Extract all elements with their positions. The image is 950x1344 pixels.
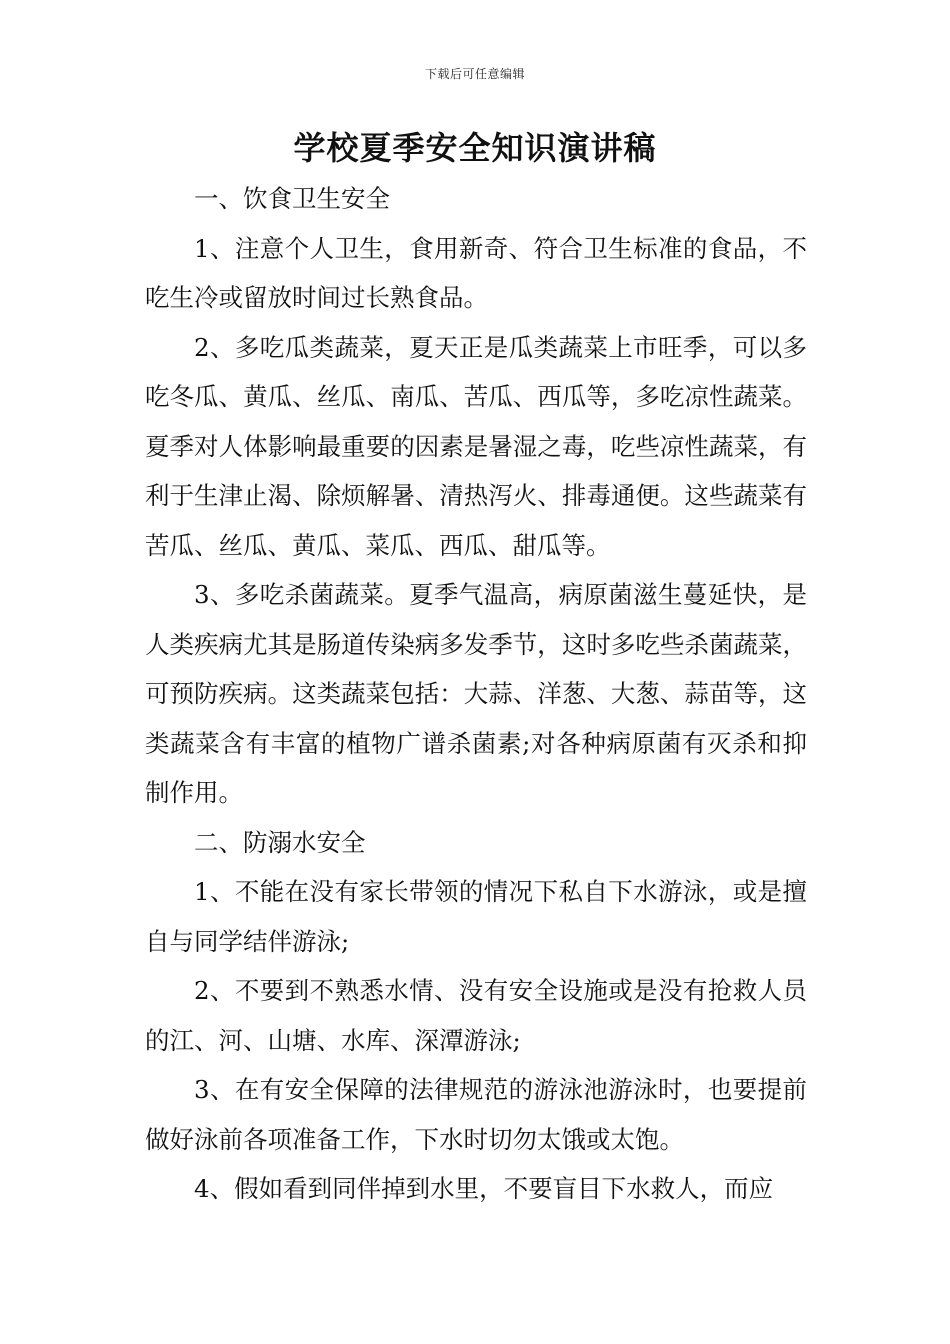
paragraph: 2、多吃瓜类蔬菜，夏天正是瓜类蔬菜上市旺季，可以多吃冬瓜、黄瓜、丝瓜、南瓜、苦瓜、西瓜等，多吃凉性蔬菜。夏季对人体影响最重要的因素是暑湿之毒，吃些凉性蔬菜，有利于生津止渴、除烦解暑、清热泻火、排毒通便。这些蔬菜有苦瓜、丝瓜、黄瓜、菜瓜、西瓜、甜瓜等。 <box>145 332 807 560</box>
paragraph: 3、在有安全保障的法律规范的游泳池游泳时，也要提前做好泳前各项准备工作，下水时切勿太饿或太饱。 <box>145 1075 807 1154</box>
document-title: 学校夏季安全知识演讲稿 <box>293 129 657 167</box>
paragraph: 1、不能在没有家长带领的情况下私自下水游泳，或是擅自与同学结伴游泳; <box>145 877 807 956</box>
paragraph: 4、假如看到同伴掉到水里，不要盲目下水救人，而应 <box>194 1174 774 1203</box>
document-body <box>145 174 807 1214</box>
paragraph: 2、不要到不熟悉水情、没有安全设施或是没有抢救人员的江、河、山塘、水库、深潭游泳; <box>145 976 807 1055</box>
paragraph: 1、注意个人卫生，食用新奇、符合卫生标准的食品，不吃生冷或留放时间过长熟食品。 <box>145 233 807 312</box>
header-note: 下载后可任意编辑 <box>424 67 525 81</box>
section-heading: 一、饮食卫生安全 <box>194 184 390 213</box>
section-heading: 二、防溺水安全 <box>194 827 366 857</box>
paragraph: 3、多吃杀菌蔬菜。夏季气温高，病原菌滋生蔓延快，是人类疾病尤其是肠道传染病多发季节，这时多吃些杀菌蔬菜，可预防疾病。这类蔬菜包括：大蒜、洋葱、大葱、蒜苗等，这类蔬菜含有丰富的植物广谱杀菌素;对各种病原菌有灭杀和抑制作用。 <box>145 580 807 807</box>
